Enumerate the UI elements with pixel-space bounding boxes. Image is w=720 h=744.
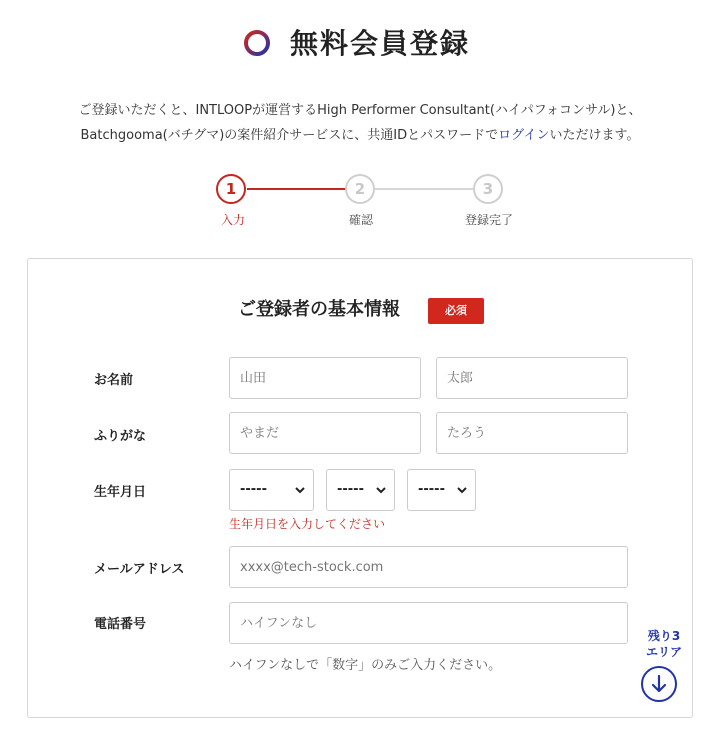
remaining-count: 残り3: [647, 629, 681, 643]
birth-day-value: -----: [418, 482, 445, 497]
first-kana-input[interactable]: [436, 412, 628, 454]
step-2-label: 確認: [348, 213, 373, 227]
birth-year-value: -----: [240, 482, 267, 497]
first-name-input[interactable]: [436, 357, 628, 399]
remaining-areas-label: [636, 628, 692, 660]
step-line-2-3: [375, 188, 473, 190]
required-badge: 必須: [428, 298, 484, 324]
page-title: 無料会員登録: [290, 27, 471, 60]
chevron-down-icon: [457, 485, 467, 495]
phone-field[interactable]: [229, 602, 628, 644]
intro-text-line2: [0, 126, 720, 146]
step-1-circle: 1: [216, 174, 246, 204]
name-label: お名前: [94, 373, 134, 388]
step-3-label: 登録完了: [464, 213, 513, 227]
form-section-title: ご登録者の基本情報: [238, 299, 400, 320]
step-1-label: 入力: [220, 213, 245, 227]
arrow-down-icon: [643, 668, 675, 700]
scroll-down-button[interactable]: [641, 666, 677, 702]
chevron-down-icon: [376, 485, 386, 495]
phone-label: 電話番号: [94, 617, 147, 632]
registration-form-card: [27, 258, 693, 718]
intro-text-prefix: Batchgooma(バチグマ)の案件紹介サービスに、共通IDとパスワードで: [80, 128, 499, 143]
phone-hint: ハイフンなしで「数字」のみご入力ください。: [229, 658, 502, 673]
birthdate-label: 生年月日: [94, 485, 147, 500]
remaining-unit: エリア: [645, 645, 682, 659]
login-link[interactable]: ログイン: [498, 128, 550, 143]
chevron-down-icon: [295, 485, 305, 495]
intro-text-suffix: いただけます。: [549, 128, 640, 143]
step-2-circle: 2: [345, 174, 375, 204]
last-kana-input[interactable]: [229, 412, 421, 454]
email-label: メールアドレス: [94, 562, 185, 577]
birth-month-select[interactable]: [326, 469, 395, 511]
intro-text-line1: ご登録いただくと、INTLOOPが運営するHigh Performer Consultant(ハイパフォコンサル)と、: [78, 103, 642, 118]
ring-logo-icon: [243, 29, 271, 57]
birth-year-select[interactable]: [229, 469, 314, 511]
birth-month-value: -----: [337, 482, 364, 497]
last-name-input[interactable]: [229, 357, 421, 399]
birth-day-select[interactable]: [407, 469, 476, 511]
email-field[interactable]: [229, 546, 628, 588]
kana-label: ふりがな: [94, 429, 147, 444]
step-line-1-2: [247, 188, 345, 190]
step-3-circle: 3: [473, 174, 503, 204]
birthdate-error: 生年月日を入力してください: [229, 517, 386, 531]
